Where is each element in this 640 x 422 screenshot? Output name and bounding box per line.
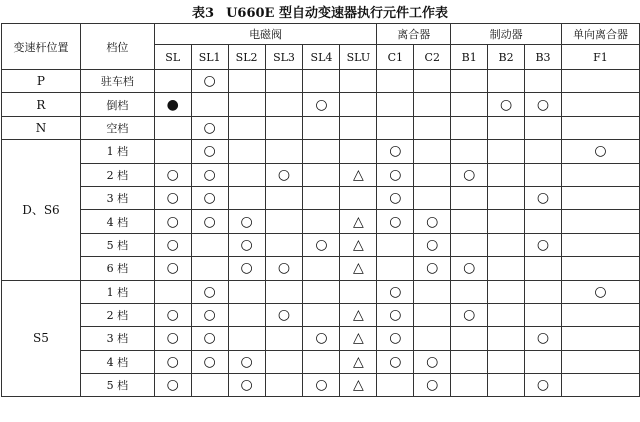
state-cell-sl: ● xyxy=(154,93,191,116)
state-cell-f1 xyxy=(561,327,639,350)
state-cell-sl2 xyxy=(228,140,265,163)
state-cell-slu xyxy=(340,186,377,209)
table-row xyxy=(2,374,640,397)
state-cell-sl xyxy=(154,116,191,139)
state-cell-f1 xyxy=(561,233,639,256)
state-cell-c1 xyxy=(377,233,414,256)
table-row xyxy=(2,116,640,139)
state-cell-sl3 xyxy=(265,70,303,93)
state-cell-sl1: ○ xyxy=(191,140,228,163)
lever-position-cell: N xyxy=(2,116,81,139)
state-cell-b3: ○ xyxy=(525,374,562,397)
lever-position-cell: R xyxy=(2,93,81,116)
state-cell-b3: ○ xyxy=(525,93,562,116)
state-cell-sl4 xyxy=(303,186,340,209)
state-cell-f1 xyxy=(561,116,639,139)
header-one-way-clutch: 单向离合器 xyxy=(561,24,639,45)
state-cell-c2 xyxy=(414,280,451,303)
column-header: SL xyxy=(154,45,191,70)
state-cell-sl1: ○ xyxy=(191,70,228,93)
column-header: B3 xyxy=(525,45,562,70)
state-cell-b2 xyxy=(488,186,525,209)
state-cell-b1: ○ xyxy=(451,303,488,326)
state-cell-f1 xyxy=(561,374,639,397)
state-cell-sl3 xyxy=(265,116,303,139)
state-cell-sl4 xyxy=(303,350,340,373)
table-row xyxy=(2,280,640,303)
state-cell-c2: ○ xyxy=(414,257,451,280)
state-cell-sl xyxy=(154,70,191,93)
state-cell-slu: △ xyxy=(340,327,377,350)
state-cell-c2 xyxy=(414,303,451,326)
state-cell-b3 xyxy=(525,70,562,93)
state-cell-c1 xyxy=(377,116,414,139)
state-cell-sl xyxy=(154,140,191,163)
state-cell-c1: ○ xyxy=(377,210,414,233)
column-header: B1 xyxy=(451,45,488,70)
state-cell-sl2 xyxy=(228,116,265,139)
state-cell-b2 xyxy=(488,70,525,93)
state-cell-slu xyxy=(340,116,377,139)
state-cell-b1 xyxy=(451,93,488,116)
state-cell-sl3: ○ xyxy=(265,257,303,280)
header-row-groups xyxy=(2,24,640,45)
state-cell-c2 xyxy=(414,140,451,163)
state-cell-sl1: ○ xyxy=(191,327,228,350)
gear-cell: 倒档 xyxy=(80,93,154,116)
state-cell-slu: △ xyxy=(340,374,377,397)
state-cell-b1: ○ xyxy=(451,257,488,280)
header-lever-position: 变速杆位置 xyxy=(2,24,81,70)
state-cell-sl3 xyxy=(265,140,303,163)
state-cell-c1: ○ xyxy=(377,186,414,209)
state-cell-b1 xyxy=(451,374,488,397)
state-cell-b3: ○ xyxy=(525,233,562,256)
state-cell-sl3 xyxy=(265,327,303,350)
state-cell-b2 xyxy=(488,350,525,373)
state-cell-c2: ○ xyxy=(414,233,451,256)
state-cell-b3 xyxy=(525,140,562,163)
state-cell-sl4 xyxy=(303,70,340,93)
state-cell-sl2 xyxy=(228,280,265,303)
state-cell-slu: △ xyxy=(340,350,377,373)
state-cell-sl3 xyxy=(265,350,303,373)
state-cell-f1 xyxy=(561,210,639,233)
state-cell-c2 xyxy=(414,116,451,139)
state-cell-b2 xyxy=(488,116,525,139)
actuator-operation-table xyxy=(1,23,640,397)
state-cell-f1 xyxy=(561,93,639,116)
state-cell-b3 xyxy=(525,116,562,139)
table-row xyxy=(2,210,640,233)
state-cell-c1: ○ xyxy=(377,350,414,373)
state-cell-sl: ○ xyxy=(154,303,191,326)
state-cell-sl2: ○ xyxy=(228,350,265,373)
state-cell-b2 xyxy=(488,233,525,256)
column-header: SL4 xyxy=(303,45,340,70)
state-cell-c2: ○ xyxy=(414,210,451,233)
state-cell-b1 xyxy=(451,327,488,350)
state-cell-c2 xyxy=(414,93,451,116)
state-cell-sl1: ○ xyxy=(191,303,228,326)
state-cell-b2 xyxy=(488,140,525,163)
gear-cell: 4 档 xyxy=(80,350,154,373)
state-cell-sl4 xyxy=(303,163,340,186)
state-cell-sl1: ○ xyxy=(191,186,228,209)
table-row xyxy=(2,186,640,209)
state-cell-c1 xyxy=(377,93,414,116)
column-header: C1 xyxy=(377,45,414,70)
table-title xyxy=(0,2,640,20)
state-cell-slu: △ xyxy=(340,233,377,256)
state-cell-c1 xyxy=(377,257,414,280)
state-cell-b2 xyxy=(488,257,525,280)
state-cell-sl: ○ xyxy=(154,163,191,186)
gear-cell: 5 档 xyxy=(80,374,154,397)
gear-cell: 2 档 xyxy=(80,303,154,326)
state-cell-b3 xyxy=(525,280,562,303)
gear-cell: 3 档 xyxy=(80,186,154,209)
state-cell-sl2: ○ xyxy=(228,210,265,233)
state-cell-sl2 xyxy=(228,163,265,186)
header-gear: 档位 xyxy=(80,24,154,70)
state-cell-b3 xyxy=(525,350,562,373)
state-cell-b2 xyxy=(488,210,525,233)
state-cell-sl1: ○ xyxy=(191,163,228,186)
table-number: 表3 xyxy=(192,6,215,21)
state-cell-sl1 xyxy=(191,374,228,397)
state-cell-b2: ○ xyxy=(488,93,525,116)
table-caption: U660E 型自动变速器执行元件工作表 xyxy=(226,6,448,21)
state-cell-b2 xyxy=(488,327,525,350)
gear-cell: 4 档 xyxy=(80,210,154,233)
state-cell-f1 xyxy=(561,186,639,209)
table-row xyxy=(2,327,640,350)
header-solenoids: 电磁阀 xyxy=(154,24,377,45)
state-cell-sl2: ○ xyxy=(228,233,265,256)
state-cell-c1: ○ xyxy=(377,280,414,303)
state-cell-f1: ○ xyxy=(561,140,639,163)
state-cell-b2 xyxy=(488,280,525,303)
state-cell-slu: △ xyxy=(340,163,377,186)
state-cell-c2: ○ xyxy=(414,374,451,397)
state-cell-sl2 xyxy=(228,186,265,209)
table-body xyxy=(2,70,640,397)
column-header: SL3 xyxy=(265,45,303,70)
state-cell-sl1: ○ xyxy=(191,280,228,303)
state-cell-slu: △ xyxy=(340,303,377,326)
lever-position-cell: D、S6 xyxy=(2,140,81,280)
state-cell-b2 xyxy=(488,374,525,397)
state-cell-c2 xyxy=(414,70,451,93)
state-cell-b3 xyxy=(525,303,562,326)
state-cell-b1: ○ xyxy=(451,163,488,186)
state-cell-sl2 xyxy=(228,327,265,350)
state-cell-sl: ○ xyxy=(154,257,191,280)
gear-cell: 3 档 xyxy=(80,327,154,350)
state-cell-b1 xyxy=(451,70,488,93)
column-header: F1 xyxy=(561,45,639,70)
state-cell-sl4 xyxy=(303,116,340,139)
state-cell-sl1 xyxy=(191,93,228,116)
lever-position-cell: P xyxy=(2,70,81,93)
column-header: SL2 xyxy=(228,45,265,70)
table-row xyxy=(2,233,640,256)
table-row xyxy=(2,140,640,163)
gear-cell: 5 档 xyxy=(80,233,154,256)
gear-cell: 1 档 xyxy=(80,140,154,163)
state-cell-c1 xyxy=(377,70,414,93)
state-cell-slu xyxy=(340,140,377,163)
state-cell-c2 xyxy=(414,186,451,209)
state-cell-c2 xyxy=(414,163,451,186)
state-cell-sl: ○ xyxy=(154,327,191,350)
state-cell-sl4 xyxy=(303,140,340,163)
state-cell-b1 xyxy=(451,116,488,139)
state-cell-f1 xyxy=(561,70,639,93)
state-cell-c1 xyxy=(377,374,414,397)
state-cell-sl3: ○ xyxy=(265,303,303,326)
state-cell-b1 xyxy=(451,140,488,163)
table-row xyxy=(2,163,640,186)
state-cell-sl3 xyxy=(265,93,303,116)
gear-cell: 1 档 xyxy=(80,280,154,303)
column-header: SLU xyxy=(340,45,377,70)
state-cell-slu xyxy=(340,280,377,303)
state-cell-f1 xyxy=(561,350,639,373)
header-clutches: 离合器 xyxy=(377,24,451,45)
state-cell-b1 xyxy=(451,210,488,233)
header-brakes: 制动器 xyxy=(451,24,562,45)
table-row xyxy=(2,303,640,326)
state-cell-b3: ○ xyxy=(525,186,562,209)
state-cell-f1 xyxy=(561,303,639,326)
table-row xyxy=(2,257,640,280)
state-cell-b1 xyxy=(451,186,488,209)
state-cell-sl4 xyxy=(303,210,340,233)
state-cell-sl2 xyxy=(228,70,265,93)
state-cell-sl: ○ xyxy=(154,374,191,397)
state-cell-c1: ○ xyxy=(377,327,414,350)
state-cell-sl3 xyxy=(265,210,303,233)
state-cell-b1 xyxy=(451,350,488,373)
state-cell-f1 xyxy=(561,257,639,280)
state-cell-slu: △ xyxy=(340,257,377,280)
state-cell-sl2: ○ xyxy=(228,374,265,397)
table-row xyxy=(2,93,640,116)
state-cell-c1: ○ xyxy=(377,163,414,186)
state-cell-sl3 xyxy=(265,233,303,256)
state-cell-b3 xyxy=(525,257,562,280)
state-cell-sl xyxy=(154,280,191,303)
state-cell-sl2 xyxy=(228,303,265,326)
state-cell-b2 xyxy=(488,303,525,326)
gear-cell: 2 档 xyxy=(80,163,154,186)
state-cell-sl4 xyxy=(303,303,340,326)
column-header: C2 xyxy=(414,45,451,70)
state-cell-sl3 xyxy=(265,374,303,397)
gear-cell: 空档 xyxy=(80,116,154,139)
state-cell-b1 xyxy=(451,280,488,303)
state-cell-sl: ○ xyxy=(154,350,191,373)
state-cell-c1: ○ xyxy=(377,303,414,326)
state-cell-b3: ○ xyxy=(525,327,562,350)
state-cell-f1: ○ xyxy=(561,280,639,303)
state-cell-sl4: ○ xyxy=(303,93,340,116)
state-cell-sl: ○ xyxy=(154,210,191,233)
state-cell-sl1: ○ xyxy=(191,116,228,139)
gear-cell: 6 档 xyxy=(80,257,154,280)
state-cell-sl4: ○ xyxy=(303,233,340,256)
state-cell-c1: ○ xyxy=(377,140,414,163)
state-cell-sl: ○ xyxy=(154,186,191,209)
state-cell-c2 xyxy=(414,327,451,350)
state-cell-sl2 xyxy=(228,93,265,116)
state-cell-sl1: ○ xyxy=(191,210,228,233)
state-cell-c2: ○ xyxy=(414,350,451,373)
state-cell-b1 xyxy=(451,233,488,256)
state-cell-sl4 xyxy=(303,257,340,280)
state-cell-b2 xyxy=(488,163,525,186)
state-cell-sl3: ○ xyxy=(265,163,303,186)
state-cell-slu xyxy=(340,70,377,93)
column-header: B2 xyxy=(488,45,525,70)
column-header: SL1 xyxy=(191,45,228,70)
state-cell-sl2: ○ xyxy=(228,257,265,280)
state-cell-sl1: ○ xyxy=(191,350,228,373)
state-cell-sl3 xyxy=(265,280,303,303)
state-cell-sl4 xyxy=(303,280,340,303)
table-row xyxy=(2,70,640,93)
state-cell-sl3 xyxy=(265,186,303,209)
state-cell-sl4: ○ xyxy=(303,374,340,397)
table-row xyxy=(2,350,640,373)
state-cell-f1 xyxy=(561,163,639,186)
state-cell-sl: ○ xyxy=(154,233,191,256)
state-cell-sl1 xyxy=(191,233,228,256)
lever-position-cell: S5 xyxy=(2,280,81,397)
state-cell-b3 xyxy=(525,163,562,186)
state-cell-slu: △ xyxy=(340,210,377,233)
state-cell-sl1 xyxy=(191,257,228,280)
state-cell-b3 xyxy=(525,210,562,233)
state-cell-slu xyxy=(340,93,377,116)
state-cell-sl4: ○ xyxy=(303,327,340,350)
gear-cell: 驻车档 xyxy=(80,70,154,93)
